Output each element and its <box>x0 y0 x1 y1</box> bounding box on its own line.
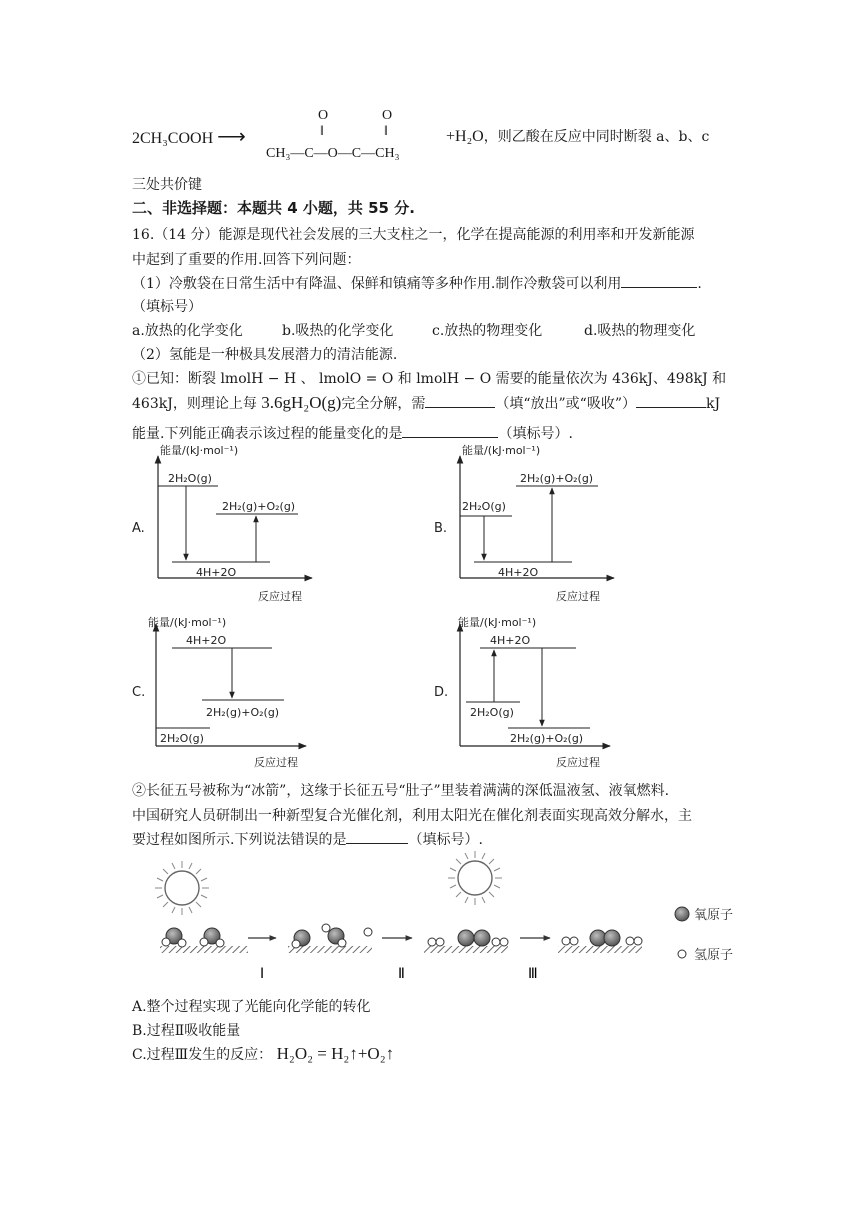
stage-3-atoms <box>562 930 642 946</box>
diagram-c-ylabel: 能量/(kJ·mol⁻¹) <box>148 616 227 629</box>
answer-blank-5[interactable] <box>346 829 408 844</box>
p2-text-a: 463kJ，则理论上每 <box>132 396 257 412</box>
catalyst-surface-1 <box>160 946 248 953</box>
carbonyl-o-1: O <box>318 108 329 123</box>
diagram-b-xlabel: 反应过程 <box>556 590 600 603</box>
diagram-b-label: B. <box>434 521 448 536</box>
diagram-a <box>132 443 312 603</box>
diagram-b-h2o2: 2H₂(g)+O₂(g) <box>520 472 594 485</box>
step-label-2: Ⅱ <box>398 966 405 982</box>
diagram-d-h2o2: 2H₂(g)+O₂(g) <box>510 732 584 745</box>
reaction-left <box>132 124 246 149</box>
q16-part1: （1）冷敷袋在日常生活中有降温、保鲜和镇痛等多种作用.制作冷敷袋可以利用 . <box>132 273 702 293</box>
diagram-c <box>132 615 306 769</box>
diagram-b-atoms: 4H+2O <box>498 566 539 579</box>
double-bond-1: ‖ <box>320 124 324 139</box>
diagram-a-ylabel: 能量/(kJ·mol⁻¹) <box>160 444 239 457</box>
p2-text-3a: 能量.下列能正确表示该过程的能量变化的是 <box>132 426 403 442</box>
diagram-d <box>434 615 610 769</box>
legend <box>675 907 733 963</box>
diagram-d-xlabel: 反应过程 <box>556 756 600 769</box>
legend-oxygen-marker <box>675 907 689 921</box>
diagram-c-h2o2: 2H₂(g)+O₂(g) <box>206 706 280 719</box>
q16-part2-2 <box>132 393 720 413</box>
diagram-c-atoms: 4H+2O <box>186 634 227 647</box>
diagram-c-xlabel: 反应过程 <box>254 756 298 769</box>
section-title: 二、非选择题：本题共 4 小题，共 55 分. <box>132 199 415 217</box>
s3-text: 要过程如图所示.下列说法错误的是 <box>132 832 347 848</box>
anhydride-structure <box>266 108 442 168</box>
option-a: a.放热的化学变化 <box>132 323 243 339</box>
water-molecules <box>162 928 224 947</box>
p2-mass: 3.6gH₂O(g) <box>261 393 342 412</box>
choice-c <box>132 1044 394 1064</box>
answer-blank-4[interactable] <box>402 423 498 438</box>
step-label-1: Ⅰ <box>260 966 265 982</box>
choice-c-equation: H₂O₂ = H₂↑+O₂↑ <box>276 1044 395 1063</box>
diagram-a-h2o: 2H₂O(g) <box>168 472 212 485</box>
legend-hydrogen: 氢原子 <box>694 948 734 963</box>
q16-part2: （2）氢能是一种极具发展潜力的清洁能源. <box>132 347 398 363</box>
reactant: 2CH₃COOH <box>132 130 214 147</box>
option-b: b.吸热的化学变化 <box>282 323 394 339</box>
catalyst-surface-2 <box>288 946 372 953</box>
diagram-d-atoms: 4H+2O <box>490 634 531 647</box>
q16-intro-1: 16.（14 分）能源是现代社会发展的三大支柱之一，化学在提高能源的利用率和开发新能源 <box>132 227 695 243</box>
catalyst-surface-4 <box>558 946 642 953</box>
choice-b: B.过程Ⅱ吸收能量 <box>132 1023 241 1039</box>
legend-oxygen: 氧原子 <box>694 908 734 923</box>
stage-2-atoms <box>428 930 508 946</box>
p2-text-3b: （填标号）. <box>498 426 573 442</box>
part1-text: （1）冷敷袋在日常生活中有降温、保鲜和镇痛等多种作用.制作冷敷袋可以利用 <box>132 276 622 292</box>
diagram-a-xlabel: 反应过程 <box>258 590 302 603</box>
q16b-s1: ②长征五号被称为“冰箭”，这缘于长征五号“肚子”里装着满满的深低温液氢、液氧燃料. <box>132 783 670 799</box>
answer-blank-1[interactable] <box>621 273 697 288</box>
q16-part2-1: ①已知：断裂 lmolH − H 、 lmolO = O 和 lmolH − O 需要的能量依次为 436kJ、498kJ 和 <box>132 371 727 387</box>
diagram-c-label: C. <box>132 685 146 700</box>
q16-options <box>132 320 696 340</box>
diagram-b-ylabel: 能量/(kJ·mol⁻¹) <box>462 444 541 457</box>
water-product: +H₂O <box>446 128 484 145</box>
diagram-d-ylabel: 能量/(kJ·mol⁻¹) <box>458 616 537 629</box>
q16-part1-hint: （填标号） <box>132 299 202 315</box>
double-bond-2: ‖ <box>384 124 388 139</box>
choice-c-prefix: C.过程Ⅲ发生的反应： <box>132 1047 273 1063</box>
answer-blank-2[interactable] <box>425 393 495 408</box>
q16b-s3 <box>132 829 483 849</box>
catalyst-surface-3 <box>424 946 508 953</box>
diagram-a-h2o2: 2H₂(g)+O₂(g) <box>222 500 296 513</box>
option-d: d.吸热的物理变化 <box>584 323 696 339</box>
reaction-arrow: ⟶ <box>217 126 246 148</box>
q16-intro-2: 中起到了重要的作用.回答下列问题： <box>132 252 361 268</box>
option-c: c.放热的物理变化 <box>432 323 543 339</box>
choice-a: A.整个过程实现了光能向化学能的转化 <box>132 999 371 1015</box>
p2-text-c: 完全分解，需 <box>341 396 426 412</box>
diagram-a-label: A. <box>132 521 145 536</box>
diagram-d-label: D. <box>434 685 449 700</box>
q16b-s2: 中国研究人员研制出一种新型复合光催化剂，利用太阳光在催化剂表面实现高效分解水，主 <box>132 808 692 824</box>
diagram-d-h2o: 2H₂O(g) <box>470 706 514 719</box>
diagram-b-h2o: 2H₂O(g) <box>462 500 506 513</box>
p2-text-d: （填“放出”或“吸收”） <box>495 396 636 412</box>
answer-blank-3[interactable] <box>636 393 706 408</box>
reaction-right <box>446 126 709 146</box>
process-figure <box>130 850 750 985</box>
legend-hydrogen-marker <box>678 950 686 958</box>
anhydride-chain: CH₃—C—O—C—CH₃ <box>266 146 400 161</box>
carbonyl-o-2: O <box>382 108 393 123</box>
energy-diagrams <box>0 440 860 770</box>
sun-icon-2 <box>448 851 502 905</box>
reaction-tail: ，则乙酸在反应中同时断裂 a、b、c <box>483 129 710 145</box>
diagram-c-h2o: 2H₂O(g) <box>160 732 204 745</box>
reaction-tail-2: 三处共价键 <box>132 177 202 193</box>
diagram-a-atoms: 4H+2O <box>196 566 237 579</box>
s3-hint: （填标号）. <box>408 832 483 848</box>
diagram-b <box>434 443 614 603</box>
stage-1-atoms <box>292 924 372 948</box>
sun-icon-1 <box>155 861 209 915</box>
p2-unit: kJ <box>705 396 721 412</box>
step-label-3: Ⅲ <box>528 966 538 982</box>
